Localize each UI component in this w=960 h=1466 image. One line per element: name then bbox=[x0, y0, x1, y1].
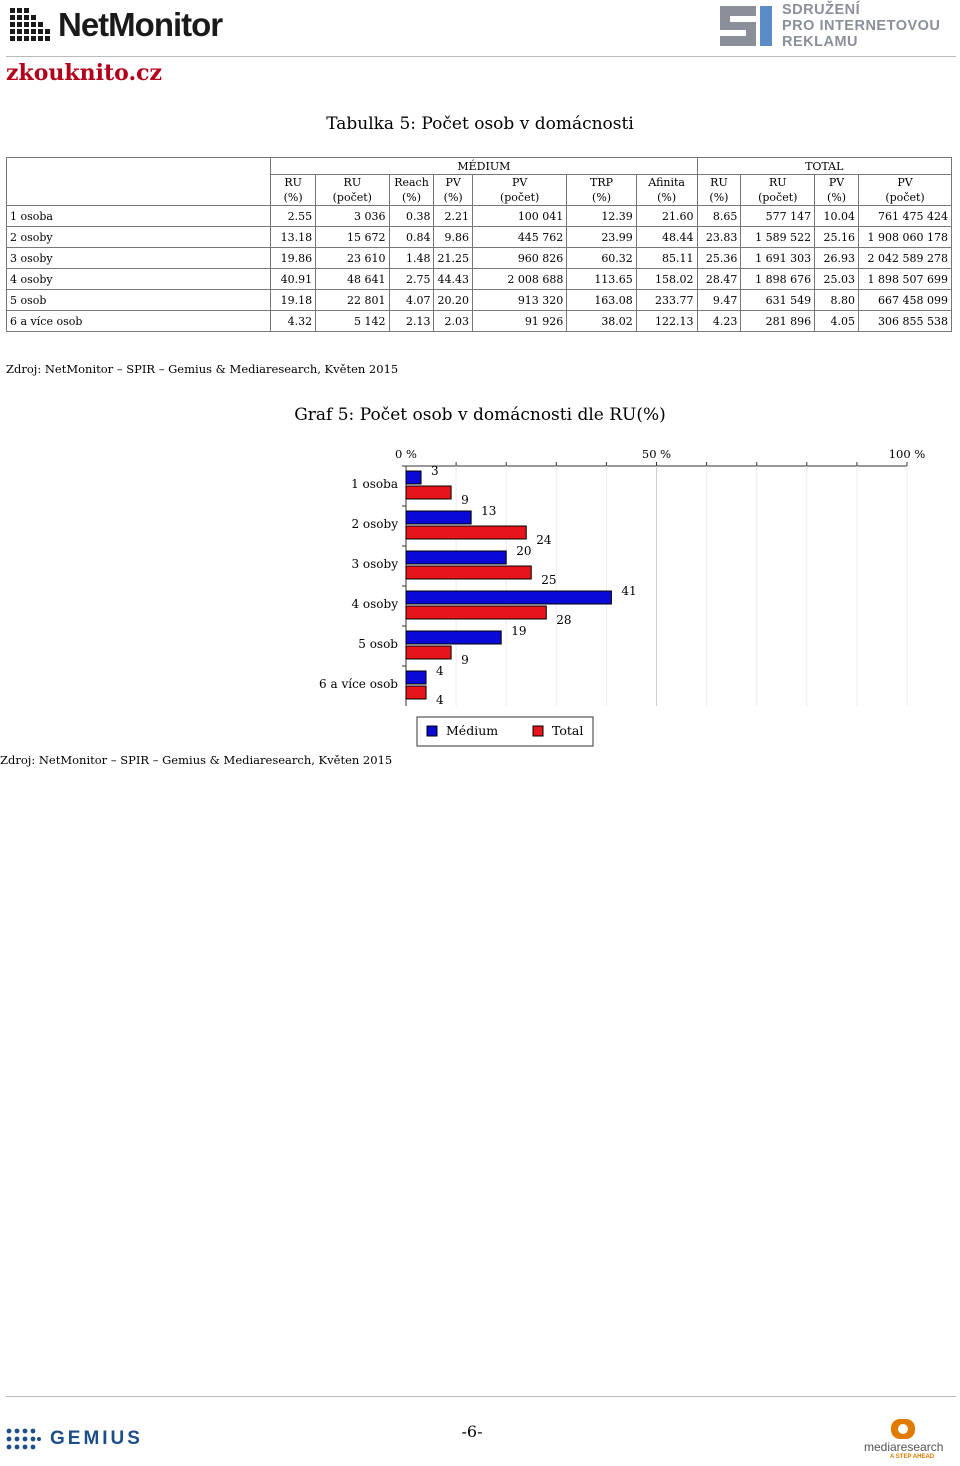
table-cell: 1 691 303 bbox=[741, 248, 815, 269]
column-header-label: PV bbox=[445, 176, 461, 189]
table-cell: 163.08 bbox=[567, 290, 637, 311]
netmonitor-dots-icon bbox=[10, 6, 56, 46]
column-header-unit: (%) bbox=[592, 191, 612, 204]
column-header bbox=[472, 175, 566, 206]
column-header bbox=[697, 175, 741, 206]
legend-swatch bbox=[533, 726, 543, 736]
bar-total bbox=[406, 646, 451, 659]
table-cell: 2.13 bbox=[389, 311, 434, 332]
table-cell: 2.03 bbox=[434, 311, 473, 332]
bar-total bbox=[406, 526, 526, 539]
mediaresearch-logo-text: mediaresearch bbox=[864, 1440, 944, 1454]
column-header bbox=[271, 175, 316, 206]
table-row bbox=[7, 311, 952, 332]
column-header-unit: (počet) bbox=[758, 191, 798, 204]
data-label: 3 bbox=[431, 464, 439, 478]
table-cell: 100 041 bbox=[472, 206, 566, 227]
category-label: 2 osoby bbox=[351, 517, 398, 531]
table-cell: 21.60 bbox=[636, 206, 697, 227]
group-header-total: TOTAL bbox=[697, 158, 952, 175]
table-cell: 1 898 676 bbox=[741, 269, 815, 290]
row-label: 1 osoba bbox=[7, 206, 271, 227]
table-cell: 0.84 bbox=[389, 227, 434, 248]
column-header-label: RU bbox=[284, 176, 302, 189]
data-label: 25 bbox=[541, 573, 557, 587]
column-header-unit: (počet) bbox=[332, 191, 372, 204]
column-header-label: RU bbox=[343, 176, 362, 189]
data-label: 24 bbox=[536, 533, 552, 547]
table-cell: 445 762 bbox=[472, 227, 566, 248]
corner-cell bbox=[7, 158, 271, 206]
bar-chart bbox=[0, 440, 960, 750]
data-label: 9 bbox=[461, 493, 469, 507]
table-cell: 122.13 bbox=[636, 311, 697, 332]
column-header bbox=[815, 175, 859, 206]
category-label: 3 osoby bbox=[351, 557, 398, 571]
bar-total bbox=[406, 486, 451, 499]
column-header-unit: (%) bbox=[709, 191, 729, 204]
table-cell: 20.20 bbox=[434, 290, 473, 311]
table-cell: 25.36 bbox=[697, 248, 741, 269]
x-tick-label: 100 % bbox=[888, 447, 926, 461]
table-cell: 1.48 bbox=[389, 248, 434, 269]
table-cell: 19.18 bbox=[271, 290, 316, 311]
table-cell: 960 826 bbox=[472, 248, 566, 269]
bar-mdium bbox=[406, 671, 426, 684]
table-cell: 9.47 bbox=[697, 290, 741, 311]
table-cell: 1 908 060 178 bbox=[859, 227, 952, 248]
mediaresearch-tagline: A STEP AHEAD bbox=[890, 1454, 935, 1460]
table-cell: 91 926 bbox=[472, 311, 566, 332]
column-header-unit: (%) bbox=[657, 191, 677, 204]
netmonitor-logo-text: NetMonitor bbox=[58, 6, 223, 43]
table-body bbox=[7, 206, 952, 332]
table-cell: 4.07 bbox=[389, 290, 434, 311]
bar-mdium bbox=[406, 631, 501, 644]
spir-logo bbox=[716, 2, 952, 50]
category-label: 1 osoba bbox=[351, 477, 398, 491]
column-header-label: Afinita bbox=[648, 176, 685, 189]
bar-mdium bbox=[406, 511, 471, 524]
table-cell: 19.86 bbox=[271, 248, 316, 269]
column-header bbox=[316, 175, 389, 206]
column-header-unit: (počet) bbox=[885, 191, 925, 204]
chart-title: Graf 5: Počet osob v domácnosti dle RU(%) bbox=[294, 405, 666, 425]
table-cell: 23.99 bbox=[567, 227, 637, 248]
data-label: 41 bbox=[621, 584, 637, 598]
data-label: 9 bbox=[461, 653, 469, 667]
table-cell: 2.21 bbox=[434, 206, 473, 227]
table-cell: 3 036 bbox=[316, 206, 389, 227]
table-cell: 113.65 bbox=[567, 269, 637, 290]
column-header-unit: (%) bbox=[443, 191, 463, 204]
row-label: 5 osob bbox=[7, 290, 271, 311]
column-header bbox=[389, 175, 434, 206]
legend-label: Médium bbox=[446, 723, 499, 738]
mediaresearch-logo bbox=[858, 1418, 954, 1464]
table-cell: 667 458 099 bbox=[859, 290, 952, 311]
group-header-row bbox=[7, 158, 952, 175]
column-header-label: RU bbox=[710, 176, 728, 189]
table-row bbox=[7, 248, 952, 269]
header-divider bbox=[6, 56, 956, 57]
table-cell: 761 475 424 bbox=[859, 206, 952, 227]
table-cell: 4.05 bbox=[815, 311, 859, 332]
table-source: Zdroj: NetMonitor – SPIR – Gemius & Mediaresearch, Květen 2015 bbox=[6, 362, 399, 376]
spir-line-3: REKLAMU bbox=[782, 34, 858, 50]
table-cell: 22 801 bbox=[316, 290, 389, 311]
table-cell: 1 898 507 699 bbox=[859, 269, 952, 290]
column-header-label: PV bbox=[511, 176, 528, 189]
data-table bbox=[6, 157, 952, 332]
site-name: zkouknito.cz bbox=[6, 60, 162, 86]
table-cell: 8.65 bbox=[697, 206, 741, 227]
data-label: 20 bbox=[516, 544, 532, 558]
table-cell: 631 549 bbox=[741, 290, 815, 311]
data-label: 4 bbox=[436, 693, 444, 707]
table-cell: 85.11 bbox=[636, 248, 697, 269]
table-cell: 38.02 bbox=[567, 311, 637, 332]
table-title: Tabulka 5: Počet osob v domácnosti bbox=[326, 114, 634, 134]
table-cell: 4.23 bbox=[697, 311, 741, 332]
category-label: 6 a více osob bbox=[319, 677, 398, 691]
table-cell: 25.03 bbox=[815, 269, 859, 290]
table-cell: 23.83 bbox=[697, 227, 741, 248]
table-cell: 2.75 bbox=[389, 269, 434, 290]
table-cell: 26.93 bbox=[815, 248, 859, 269]
column-header-unit: (%) bbox=[283, 191, 303, 204]
table-cell: 21.25 bbox=[434, 248, 473, 269]
page-number: -6- bbox=[461, 1422, 483, 1441]
category-label: 5 osob bbox=[358, 637, 398, 651]
x-tick-label: 0 % bbox=[395, 447, 417, 461]
column-header bbox=[859, 175, 952, 206]
chart-source: Zdroj: NetMonitor – SPIR – Gemius & Mediaresearch, Květen 2015 bbox=[0, 753, 393, 767]
table-row bbox=[7, 206, 952, 227]
category-label: 4 osoby bbox=[351, 597, 398, 611]
gemius-logo-text: GEMIUS bbox=[50, 1428, 143, 1449]
column-header-label: TRP bbox=[590, 176, 614, 189]
table-cell: 48.44 bbox=[636, 227, 697, 248]
bar-mdium bbox=[406, 471, 421, 484]
table-cell: 12.39 bbox=[567, 206, 637, 227]
table-cell: 233.77 bbox=[636, 290, 697, 311]
legend-swatch bbox=[427, 726, 437, 736]
column-header-label: PV bbox=[828, 176, 845, 189]
column-header-label: Reach bbox=[394, 176, 429, 189]
bar-mdium bbox=[406, 591, 611, 604]
row-label: 4 osoby bbox=[7, 269, 271, 290]
table-cell: 0.38 bbox=[389, 206, 434, 227]
table-cell: 15 672 bbox=[316, 227, 389, 248]
table-cell: 281 896 bbox=[741, 311, 815, 332]
column-header bbox=[741, 175, 815, 206]
mediaresearch-mark-icon bbox=[890, 1418, 916, 1440]
table-cell: 2 042 589 278 bbox=[859, 248, 952, 269]
bar-total bbox=[406, 566, 531, 579]
data-label: 19 bbox=[511, 624, 527, 638]
footer-divider bbox=[6, 1396, 956, 1397]
legend-label: Total bbox=[552, 723, 584, 738]
column-header-label: RU bbox=[768, 176, 787, 189]
table-cell: 8.80 bbox=[815, 290, 859, 311]
table-cell: 2 008 688 bbox=[472, 269, 566, 290]
table-cell: 306 855 538 bbox=[859, 311, 952, 332]
table-row bbox=[7, 227, 952, 248]
bar-total bbox=[406, 686, 426, 699]
column-header-unit: (počet) bbox=[499, 191, 540, 204]
table-cell: 13.18 bbox=[271, 227, 316, 248]
table-cell: 2.55 bbox=[271, 206, 316, 227]
table-cell: 28.47 bbox=[697, 269, 741, 290]
column-header bbox=[636, 175, 697, 206]
column-header-label: PV bbox=[897, 176, 913, 189]
table-cell: 1 589 522 bbox=[741, 227, 815, 248]
row-label: 6 a více osob bbox=[7, 311, 271, 332]
spir-mark-icon bbox=[716, 2, 774, 50]
data-label: 4 bbox=[436, 664, 444, 678]
column-header-unit: (%) bbox=[401, 191, 422, 204]
table-cell: 9.86 bbox=[434, 227, 473, 248]
column-header bbox=[567, 175, 637, 206]
table-cell: 10.04 bbox=[815, 206, 859, 227]
netmonitor-logo bbox=[8, 4, 240, 48]
table-cell: 23 610 bbox=[316, 248, 389, 269]
table-row bbox=[7, 290, 952, 311]
table-cell: 5 142 bbox=[316, 311, 389, 332]
data-label: 13 bbox=[481, 504, 497, 518]
table-cell: 44.43 bbox=[434, 269, 473, 290]
column-header-unit: (%) bbox=[827, 191, 847, 204]
table-cell: 48 641 bbox=[316, 269, 389, 290]
group-header-medium: MÉDIUM bbox=[271, 158, 697, 175]
table-row bbox=[7, 269, 952, 290]
table-cell: 40.91 bbox=[271, 269, 316, 290]
bar-mdium bbox=[406, 551, 506, 564]
bar-total bbox=[406, 606, 546, 619]
spir-line-2: PRO INTERNETOVOU bbox=[782, 18, 941, 34]
table-cell: 4.32 bbox=[271, 311, 316, 332]
x-tick-label: 50 % bbox=[641, 447, 672, 461]
table-cell: 60.32 bbox=[567, 248, 637, 269]
data-label: 28 bbox=[556, 613, 572, 627]
column-header bbox=[434, 175, 473, 206]
table-cell: 577 147 bbox=[741, 206, 815, 227]
spir-line-1: SDRUŽENÍ bbox=[782, 2, 861, 18]
table-cell: 25.16 bbox=[815, 227, 859, 248]
row-label: 2 osoby bbox=[7, 227, 271, 248]
table-cell: 913 320 bbox=[472, 290, 566, 311]
table-cell: 158.02 bbox=[636, 269, 697, 290]
row-label: 3 osoby bbox=[7, 248, 271, 269]
